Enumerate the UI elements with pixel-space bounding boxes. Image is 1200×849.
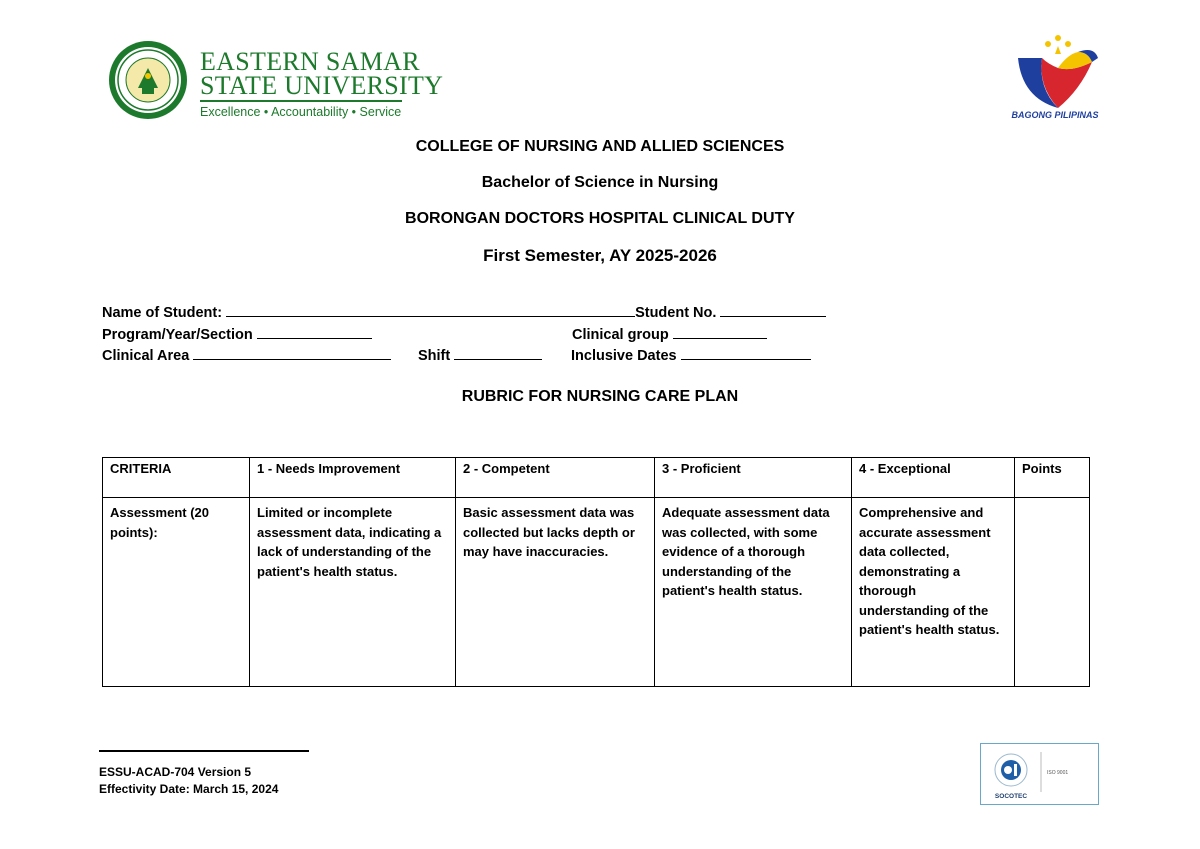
clinical-group-field (572, 324, 767, 343)
program-label: Program/Year/Section (102, 327, 253, 343)
clinical-group-blank[interactable] (673, 324, 767, 339)
cert-name: SOCOTEC (994, 793, 1028, 800)
socotec-certification-logo (980, 743, 1099, 805)
footer-divider (99, 750, 309, 752)
clinical-area-blank[interactable] (193, 345, 391, 360)
inclusive-dates-label: Inclusive Dates (571, 348, 677, 364)
clinical-area-field (102, 345, 391, 364)
table-row (103, 498, 1090, 687)
effectivity-date: Effectivity Date: March 15, 2024 (99, 782, 279, 796)
header-competent: 2 - Competent (456, 458, 655, 498)
cell-competent: Basic assessment data was collected but lacks depth or may have inaccuracies. (456, 498, 655, 687)
program-title: Bachelor of Science in Nursing (481, 174, 719, 191)
student-no-label: Student No. (635, 305, 717, 321)
header-criteria: CRITERIA (103, 458, 250, 498)
duty-title: BORONGAN DOCTORS HOSPITAL CLINICAL DUTY (405, 210, 795, 227)
shift-label: Shift (418, 348, 451, 364)
bagong-pilipinas-label: BAGONG PILIPINAS (1011, 110, 1099, 120)
cell-proficient: Adequate assessment data was collected, with some evidence of a thorough understanding of the patient's health status. (655, 498, 852, 687)
cell-needs-improvement: Limited or incomplete assessment data, indicating a lack of understanding of the patient's health status. (250, 498, 456, 687)
university-name-divider (200, 100, 402, 102)
cell-criteria: Assessment (20 points): (103, 498, 250, 687)
student-name-label: Name of Student: (102, 305, 223, 321)
header-points: Points (1015, 458, 1090, 498)
shift-field (418, 345, 542, 364)
cell-exceptional: Comprehensive and accurate assessment data collected, demonstrating a thorough understanding of the patient's health status. (852, 498, 1015, 687)
university-name-line2: STATE UNIVERSITY (200, 71, 444, 100)
university-motto: Excellence • Accountability • Service (200, 105, 402, 119)
rubric-table (102, 457, 1090, 687)
program-blank[interactable] (257, 324, 372, 339)
university-name-block (200, 47, 444, 119)
table-header-row (103, 458, 1090, 498)
student-no-blank[interactable] (720, 302, 826, 317)
cert-iso: ISO 9001 (1047, 770, 1069, 776)
semester-title: First Semester, AY 2025-2026 (483, 246, 717, 265)
student-name-field (102, 302, 826, 321)
student-name-blank[interactable] (226, 302, 635, 317)
inclusive-dates-blank[interactable] (681, 345, 811, 360)
university-name-line1: EASTERN SAMAR (200, 47, 420, 76)
cell-points[interactable] (1015, 498, 1090, 687)
header-proficient: 3 - Proficient (655, 458, 852, 498)
bagong-pilipinas-logo (1008, 28, 1102, 112)
university-seal-logo (108, 40, 188, 120)
clinical-group-label: Clinical group (572, 327, 669, 343)
clinical-area-label: Clinical Area (102, 348, 190, 364)
program-field (102, 324, 372, 343)
rubric-title: RUBRIC FOR NURSING CARE PLAN (461, 388, 739, 405)
college-title: COLLEGE OF NURSING AND ALLIED SCIENCES (415, 138, 785, 155)
inclusive-dates-field (571, 345, 811, 364)
document-code: ESSU-ACAD-704 Version 5 (99, 765, 252, 779)
header-exceptional: 4 - Exceptional (852, 458, 1015, 498)
header-needs-improvement: 1 - Needs Improvement (250, 458, 456, 498)
shift-blank[interactable] (454, 345, 542, 360)
